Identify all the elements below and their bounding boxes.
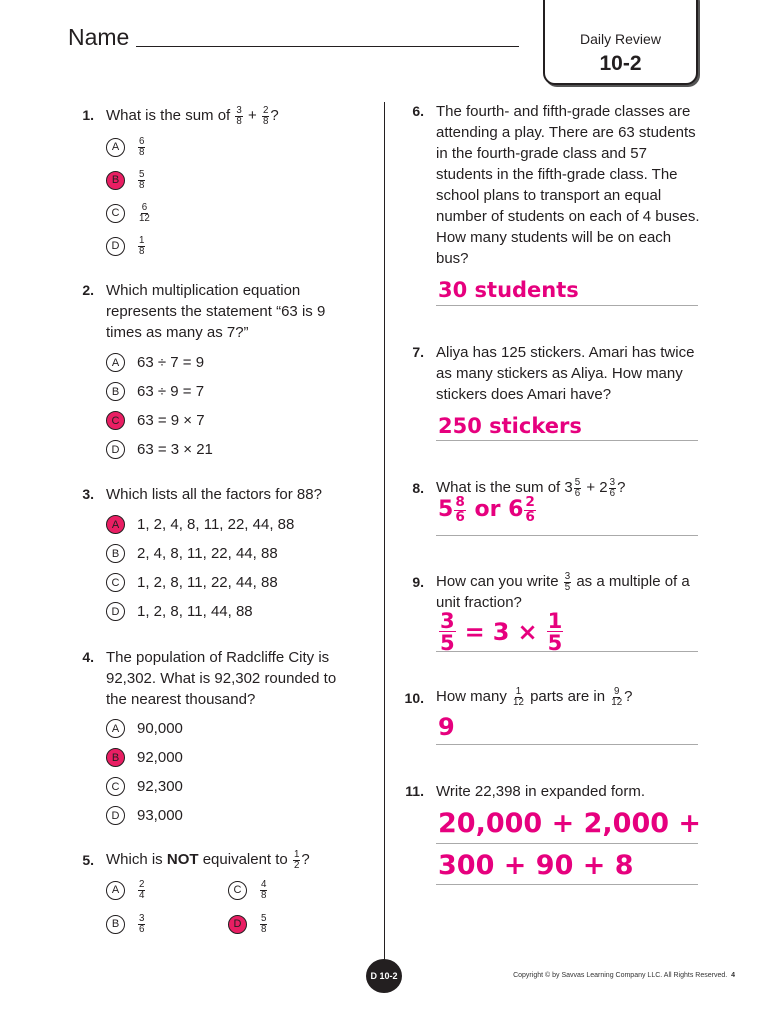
bubble-d[interactable]: D [106,237,125,256]
q4-choice-c[interactable]: C 92,300 [106,777,183,796]
q8-text: What is the sum of 3 $\frac{5}{6}$ + 2 $\frac{3}{6}$ ? [436,476,626,499]
bubble-d[interactable]: D [106,440,125,459]
q1-choice-c[interactable]: C $\frac{6}{12}$ [106,203,152,224]
q8-answer: 5 $\frac{8}{6}$ or 6 $\frac{2}{6}$ [438,494,535,525]
bubble-c[interactable]: C [106,573,125,592]
bubble-b-selected[interactable]: B [106,171,125,190]
q6-text: The fourth- and fifth-grade classes are attending a play. There are 63 students in the fourth-grade class and 57 students in the fifth-grade class. The school plans to transport an equal number of students on each of 4 buses. How many students will be on each bus? [436,103,700,267]
page-badge: D 10-2 [366,959,402,993]
bubble-c-selected[interactable]: C [106,411,125,430]
q11-answer-line1: 20,000 + 2,000 + [438,808,702,839]
q7-number: 7. [412,344,424,360]
q11-number: 11. [405,783,424,799]
bubble-d[interactable]: D [106,602,125,621]
q4-number: 4. [82,649,94,665]
bubble-b-selected[interactable]: B [106,748,125,767]
bubble-c[interactable]: C [106,204,125,223]
q11-answer-line2: 300 + 90 + 8 [438,850,634,881]
q10-answer: 9 [438,713,455,741]
daily-review-number: 10-2 [599,52,642,75]
q9-number: 9. [412,574,424,590]
q5-choice-b[interactable]: B $\frac{3}{6}$ [106,914,146,935]
q2-text: Which multiplication equation represents the statement “63 is 9 times as many as 7?” [106,282,326,341]
bubble-d[interactable]: D [106,806,125,825]
q11-text: Write 22,398 in expanded form. [436,783,646,800]
q7-text: Aliya has 125 stickers. Amari has twice as many stickers as Aliya. How many stickers does Amari have? [436,344,695,403]
q2-choice-b[interactable]: B 63 ÷ 9 = 7 [106,382,204,401]
name-input-line [136,46,519,47]
q6-number: 6. [412,103,424,119]
q3-choice-a[interactable]: A 1, 2, 4, 8, 11, 22, 44, 88 [106,515,294,534]
q1-choice-b[interactable]: B $\frac{5}{8}$ [106,170,146,191]
q5-text: Which is NOT equivalent to $\frac{1}{2}$ ? [106,848,310,871]
q7-answer: 250 stickers [438,414,582,438]
bubble-a[interactable]: A [106,881,125,900]
bubble-a[interactable]: A [106,353,125,372]
name-label: Name [68,24,130,50]
q3-choice-c[interactable]: C 1, 2, 8, 11, 22, 44, 88 [106,573,278,592]
q9-answer-line [436,651,698,652]
q3-choice-d[interactable]: D 1, 2, 8, 11, 44, 88 [106,602,253,621]
q4-choice-d[interactable]: D 93,000 [106,806,183,825]
q2-choice-a[interactable]: A 63 ÷ 7 = 9 [106,353,204,372]
q10-number: 10. [404,690,424,706]
bubble-b[interactable]: B [106,915,125,934]
q8-answer-line [436,535,698,536]
bubble-a[interactable]: A [106,138,125,157]
page-number: 4 [731,972,735,979]
q4-choice-b[interactable]: B 92,000 [106,748,183,767]
q9-text: How can you write $\frac{3}{5}$ as a multiple of a unit fraction? [436,570,690,612]
bubble-b[interactable]: B [106,544,125,563]
bubble-b[interactable]: B [106,382,125,401]
q1-choice-d[interactable]: D $\frac{1}{8}$ [106,236,146,257]
copyright-text: Copyright © by Savvas Learning Company LLC. All Rights Reserved. 4 [513,972,735,979]
q11-answer-line-1 [436,843,698,844]
q9-answer: $\frac{3}{5}$ = 3 × $\frac{1}{5}$ [440,608,563,656]
q2-choice-d[interactable]: D 63 = 3 × 21 [106,440,213,459]
daily-review-box [543,0,698,85]
q10-text: How many $\frac{1}{12}$ parts are in $\frac{9}{12}$ ? [436,685,633,708]
q5-choice-c[interactable]: C $\frac{4}{8}$ [228,880,268,901]
q2-number: 2. [82,282,94,298]
column-divider [384,102,385,962]
q3-number: 3. [82,486,94,502]
q7-answer-line [436,440,698,441]
q6-answer: 30 students [438,278,579,302]
q4-choice-a[interactable]: A 90,000 [106,719,183,738]
q11-answer-line-2 [436,884,698,885]
bubble-a[interactable]: A [106,719,125,738]
q3-text: Which lists all the factors for 88? [106,486,322,503]
q4-text: The population of Radcliffe City is 92,302. What is 92,302 rounded to the nearest thousand? [106,649,337,708]
q1-text: What is the sum of $\frac{3}{8}$ + $\frac{2}{8}$ ? [106,104,279,127]
q8-number: 8. [412,480,424,496]
q1-choice-a[interactable]: A $\frac{6}{8}$ [106,137,146,158]
q6-answer-line [436,305,698,306]
q5-choice-a[interactable]: A $\frac{2}{4}$ [106,880,146,901]
bubble-c[interactable]: C [228,881,247,900]
bubble-c[interactable]: C [106,777,125,796]
q3-choice-b[interactable]: B 2, 4, 8, 11, 22, 44, 88 [106,544,278,563]
daily-review-title: Daily Review [580,31,661,47]
q2-choice-c[interactable]: C 63 = 9 × 7 [106,411,205,430]
bubble-a-selected[interactable]: A [106,515,125,534]
q5-choice-d[interactable]: D $\frac{5}{8}$ [228,914,268,935]
q1-number: 1. [82,107,94,123]
q10-answer-line [436,744,698,745]
bubble-d-selected[interactable]: D [228,915,247,934]
q5-number: 5. [82,852,94,868]
